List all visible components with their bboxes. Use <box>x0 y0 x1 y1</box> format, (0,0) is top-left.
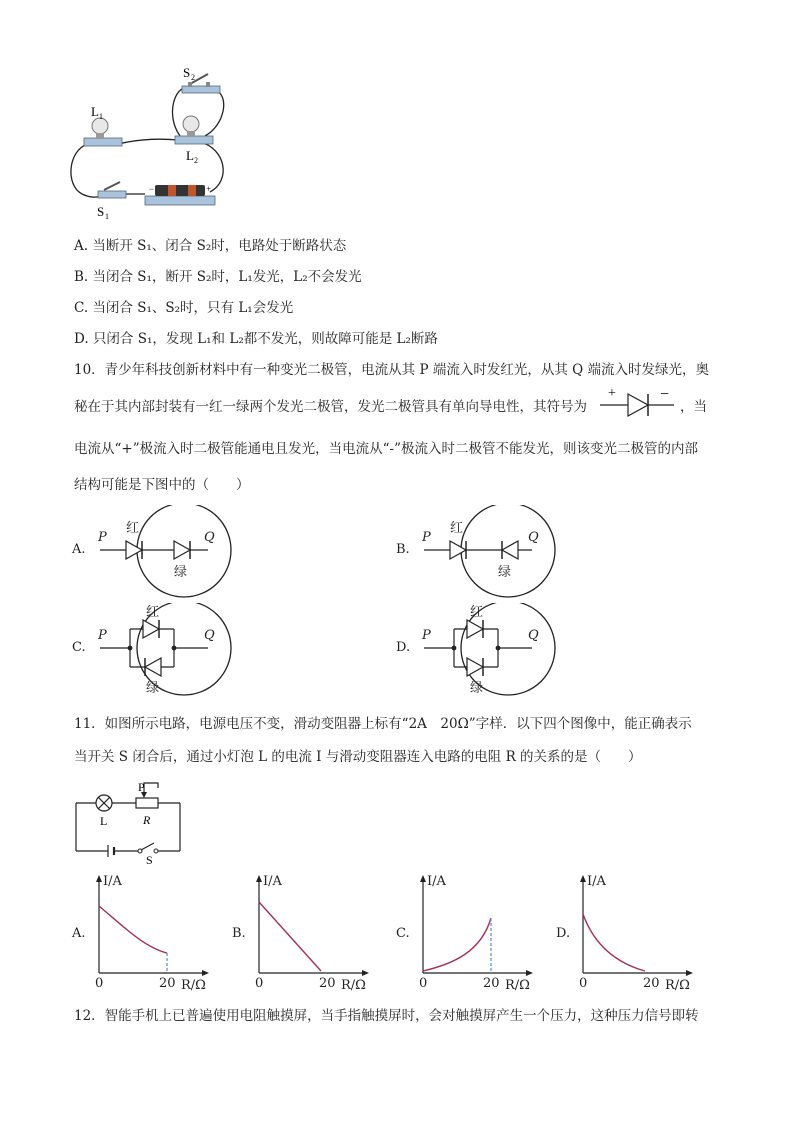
green-led-label: 绿 <box>470 681 484 696</box>
q9-circuit-figure <box>60 60 240 225</box>
q10-option-letter: C. <box>72 640 86 655</box>
y-axis-label: I/A <box>427 874 446 889</box>
x-axis-label: R/Ω <box>181 978 206 993</box>
option-text: 当闭合 S₁、S₂时，只有 L₁会发光 <box>92 300 294 316</box>
q11-option-letter: B. <box>232 926 246 941</box>
option-letter: D. <box>74 331 89 347</box>
s2-subscript: 2 <box>191 73 195 82</box>
diode-symbol <box>596 382 678 422</box>
terminal-p-label: P <box>422 530 431 545</box>
origin-label: 0 <box>419 976 428 991</box>
q10-option-letter: A. <box>72 542 86 557</box>
x-tick-20: 20 <box>483 976 500 991</box>
q11-line-2: 当开关 S 闭合后，通过小灯泡 L 的电流 I 与滑动变阻器连入电路的电阻 R 的关系的是（ ） <box>74 749 642 765</box>
diode-plus-label: + <box>608 386 616 401</box>
origin-label: 0 <box>579 976 588 991</box>
green-led-label: 绿 <box>498 565 512 580</box>
terminal-p-label: P <box>98 628 107 643</box>
l2-label: L <box>186 148 194 163</box>
terminal-q-label: Q <box>528 628 539 643</box>
q10-option-b <box>396 505 626 605</box>
q10-line-2-end: ，当 <box>680 399 707 415</box>
q11-circuit-figure <box>70 775 190 865</box>
diode-minus-label: − <box>660 386 670 403</box>
option-text: 只闭合 S₁，发现 L₁和 L₂都不发光，则故障可能是 L₂断路 <box>92 331 438 347</box>
x-tick-20: 20 <box>319 976 336 991</box>
q12-line-1: 12．智能手机上已普遍使用电阻触摸屏，当手指触摸屏时，会对触摸屏产生一个压力，这种压力信号即转 <box>74 1008 699 1024</box>
y-axis-label: I/A <box>103 874 122 889</box>
q9-option-b <box>74 265 362 285</box>
x-axis-label: R/Ω <box>665 978 690 993</box>
q11-graph-c <box>396 872 556 997</box>
q10-line-2 <box>74 395 587 415</box>
s2-label: S <box>183 65 191 80</box>
slider-p-label: P <box>138 780 145 794</box>
q9-option-c <box>74 296 293 316</box>
q10-option-a <box>72 505 302 605</box>
red-led-label: 红 <box>146 605 160 620</box>
q10-option-d <box>396 603 626 703</box>
terminal-p-label: P <box>98 530 107 545</box>
q9-option-a <box>74 234 346 254</box>
q10-line-4: 结构可能是下图中的（ ） <box>74 477 250 493</box>
q10-line-2-text: 秘在于其内部封装有一红一绿两个发光二极管，发光二极管具有单向导电性，其符号为 <box>74 399 587 415</box>
option-letter: C. <box>74 300 89 316</box>
q11-graph-a <box>72 872 232 997</box>
origin-label: 0 <box>95 976 104 991</box>
lamp-l-label: L <box>100 814 108 828</box>
q10-option-letter: D. <box>396 640 411 655</box>
red-led-label: 红 <box>450 521 464 536</box>
l1-subscript: 1 <box>99 112 103 121</box>
terminal-p-label: P <box>422 628 431 643</box>
q9-option-d <box>74 327 438 347</box>
origin-label: 0 <box>255 976 264 991</box>
q11-graph-b <box>232 872 392 997</box>
l2-subscript: 2 <box>194 156 198 165</box>
q10-option-letter: B. <box>396 542 410 557</box>
resistor-r-label: R <box>143 813 151 827</box>
l1-label: L <box>91 104 99 119</box>
x-tick-20: 20 <box>159 976 176 991</box>
s1-label: S <box>97 204 105 219</box>
q11-line-1: 11．如图所示电路，电源电压不变，滑动变阻器上标有“2A 20Ω”字样．以下四个图像中，能正确表示 <box>74 716 692 732</box>
terminal-q-label: Q <box>204 628 215 643</box>
green-led-label: 绿 <box>146 681 160 696</box>
switch-s-label: S <box>146 853 153 865</box>
red-led-label: 红 <box>126 521 140 536</box>
red-led-label: 红 <box>470 605 484 620</box>
option-text: 当闭合 S₁，断开 S₂时，L₁发光，L₂不会发光 <box>92 269 362 285</box>
q11-option-letter: A. <box>72 926 86 941</box>
q10-option-c <box>72 603 302 703</box>
q11-option-letter: D. <box>556 926 571 941</box>
terminal-q-label: Q <box>204 530 215 545</box>
q10-line-1: 10．青少年科技创新材料中有一种变光二极管，电流从其 P 端流入时发红光，从其 Q 端流入时发绿光，奥 <box>74 362 709 378</box>
option-text: 当断开 S₁、闭合 S₂时，电路处于断路状态 <box>92 238 347 254</box>
option-letter: A. <box>74 238 89 254</box>
q11-graph-d <box>556 872 716 997</box>
q10-line-3: 电流从“+”极流入时二极管能通电且发光，当电流从“-”极流入时二极管不能发光，则该变光二极管的内部 <box>74 441 698 457</box>
y-axis-label: I/A <box>263 874 282 889</box>
x-axis-label: R/Ω <box>505 978 530 993</box>
x-tick-20: 20 <box>643 976 660 991</box>
x-axis-label: R/Ω <box>341 978 366 993</box>
terminal-q-label: Q <box>528 530 539 545</box>
y-axis-label: I/A <box>587 874 606 889</box>
battery-plus-label: + <box>206 184 212 194</box>
s1-subscript: 1 <box>105 212 109 221</box>
green-led-label: 绿 <box>174 565 188 580</box>
q11-option-letter: C. <box>396 926 410 941</box>
option-letter: B. <box>74 269 89 285</box>
battery-minus-label: − <box>149 184 155 194</box>
